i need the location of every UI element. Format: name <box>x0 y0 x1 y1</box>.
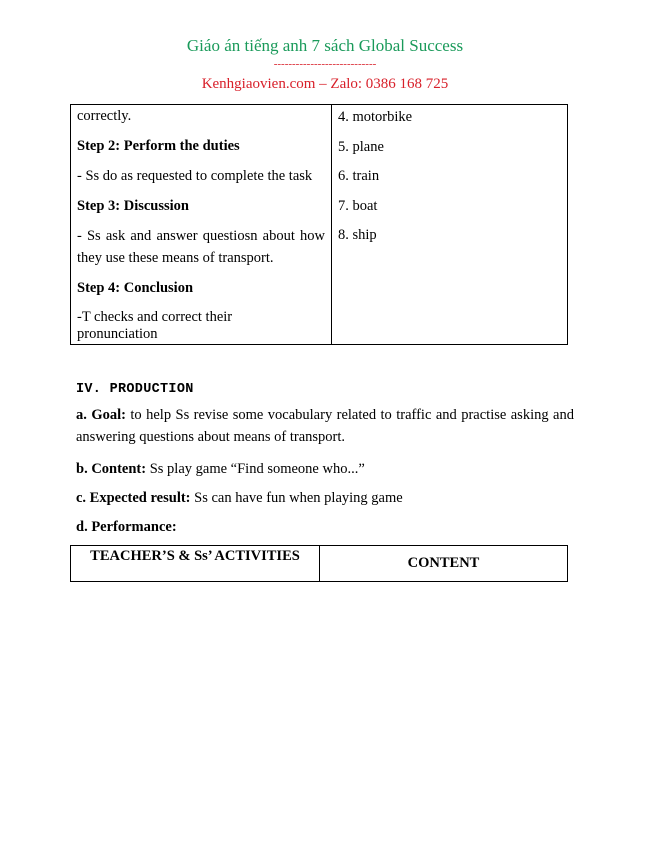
list-item: 4. motorbike <box>338 109 413 125</box>
activities-cell <box>71 105 332 345</box>
result-label: c. Expected result: <box>76 490 191 506</box>
section-heading-production: IV. PRODUCTION <box>76 382 194 397</box>
list-item: 8. ship <box>338 227 377 243</box>
list-item: 7. boat <box>338 197 378 214</box>
left-line-correctly: correctly. <box>77 108 132 124</box>
site-contact: Kenhgiaovien.com – Zalo: 0386 168 725 <box>201 76 449 92</box>
list-item: 6. train <box>338 168 380 184</box>
step4-text: -T checks and correct their pronunciation <box>77 309 233 342</box>
column-header-activities: TEACHER’S & Ss’ ACTIVITIES <box>71 546 320 582</box>
step3-title: Step 3: Discussion <box>77 198 189 214</box>
goal-text: to help Ss revise some vocabulary related to traffic and practise asking and answering questions about means of transport. <box>76 407 574 445</box>
step2-text: - Ss do as requested to complete the task <box>77 168 313 184</box>
performance-table <box>70 545 568 582</box>
goal-paragraph <box>76 404 574 448</box>
content-text: Ss play game “Find someone who...” <box>146 461 365 477</box>
document-title: Giáo án tiếng anh 7 sách Global Success <box>186 36 464 55</box>
performance-label: d. Performance: <box>76 519 177 535</box>
content-cell <box>332 105 568 345</box>
step3-text: - Ss ask and answer questiosn about how they use these means of transport. <box>77 228 325 266</box>
goal-label: a. Goal: <box>76 407 126 423</box>
expected-result-paragraph <box>76 487 574 509</box>
step2-title: Step 2: Perform the duties <box>77 138 240 154</box>
column-header-content: CONTENT <box>320 546 568 582</box>
content-label: b. Content: <box>76 461 147 477</box>
result-text: Ss can have fun when playing game <box>190 490 403 506</box>
list-item: 5. plane <box>338 138 384 155</box>
step4-title: Step 4: Conclusion <box>77 280 194 296</box>
content-paragraph <box>76 458 574 480</box>
header-divider: ---------------------------- <box>273 58 377 70</box>
activities-table <box>70 104 568 345</box>
performance-paragraph <box>76 516 574 538</box>
